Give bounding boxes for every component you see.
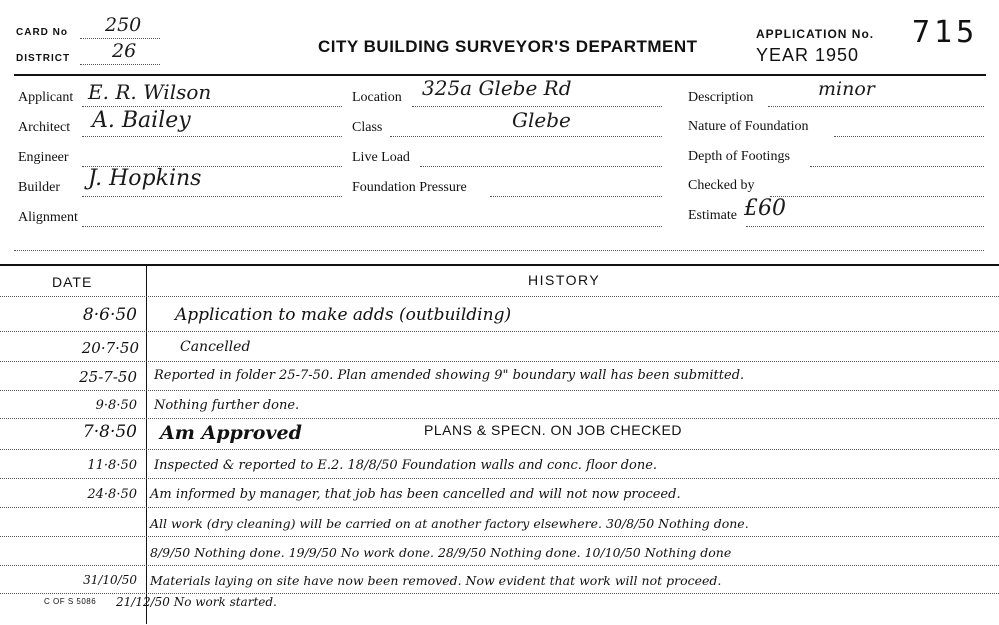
depth-footings-line xyxy=(810,166,984,167)
live-load-line xyxy=(420,166,662,167)
checked-by-line xyxy=(770,196,984,197)
date-header: DATE xyxy=(52,274,93,290)
row-line xyxy=(0,390,999,391)
row-line xyxy=(0,507,999,508)
history-text: Am Approved xyxy=(160,422,302,444)
location-label: Location xyxy=(352,90,402,105)
district-label: DISTRICT xyxy=(16,53,71,64)
history-row xyxy=(0,422,999,452)
history-row xyxy=(0,458,999,488)
description-line xyxy=(768,106,984,107)
history-row xyxy=(0,545,999,575)
row-line xyxy=(0,418,999,419)
history-top-rule xyxy=(0,264,999,266)
row-line xyxy=(0,331,999,332)
fields-bottom-line xyxy=(14,250,984,251)
plans-checked-stamp: PLANS & SPECN. ON JOB CHECKED xyxy=(424,422,683,438)
card-no-value: 250 xyxy=(105,14,142,36)
history-date: 24·8·50 xyxy=(87,487,137,502)
checked-by-label: Checked by xyxy=(688,178,755,193)
history-text: Inspected & reported to E.2. 18/8/50 Foundation walls and conc. floor done. xyxy=(154,458,658,473)
foundation-pressure-line xyxy=(490,196,662,197)
engineer-label: Engineer xyxy=(18,150,69,165)
row-line xyxy=(0,449,999,450)
applicant-line xyxy=(82,106,342,107)
estimate-value: £60 xyxy=(744,196,786,221)
nature-foundation-line xyxy=(834,136,984,137)
applicant-value: E. R. Wilson xyxy=(88,80,212,104)
row-line xyxy=(0,565,999,566)
history-date: 31/10/50 xyxy=(83,573,137,587)
district-line xyxy=(80,64,160,65)
architect-line xyxy=(82,136,342,137)
estimate-line xyxy=(746,226,984,227)
history-row xyxy=(0,368,999,398)
application-no-value: 715 xyxy=(912,15,979,50)
history-text: Cancelled xyxy=(180,339,251,355)
application-no-label: APPLICATION No. xyxy=(756,27,875,41)
history-text: 8/9/50 Nothing done. 19/9/50 No work done. 28/9/50 Nothing done. 10/10/50 Nothing done xyxy=(150,545,732,560)
history-row xyxy=(0,339,999,369)
class-value: Glebe xyxy=(512,108,571,132)
row-line xyxy=(0,536,999,537)
history-date: 20·7·50 xyxy=(81,339,139,357)
builder-value: J. Hopkins xyxy=(88,166,202,191)
row-line xyxy=(0,478,999,479)
class-label: Class xyxy=(352,120,383,135)
builder-line xyxy=(82,196,342,197)
description-label: Description xyxy=(688,90,754,105)
history-text: All work (dry cleaning) will be carried on at another factory elsewhere. 30/8/50 Nothing done. xyxy=(150,516,749,531)
location-value: 325a Glebe Rd xyxy=(422,76,572,100)
history-date: 25-7-50 xyxy=(79,368,137,386)
history-date: 7·8·50 xyxy=(82,422,137,442)
history-header: HISTORY xyxy=(528,272,601,288)
form-code: C OF S 5086 xyxy=(44,597,97,606)
department-title: CITY BUILDING SURVEYOR'S DEPARTMENT xyxy=(318,37,698,56)
description-value: minor xyxy=(818,78,875,100)
history-header-line xyxy=(0,296,999,297)
location-line xyxy=(412,106,662,107)
alignment-line xyxy=(82,226,662,227)
history-row xyxy=(0,516,999,546)
history-date: 11·8·50 xyxy=(87,458,137,473)
architect-label: Architect xyxy=(18,120,71,135)
history-text: Nothing further done. xyxy=(154,398,300,413)
history-text: Materials laying on site have now been removed. Now evident that work will not proceed. xyxy=(150,573,722,588)
district-value: 26 xyxy=(112,40,137,62)
row-line xyxy=(0,593,999,594)
class-line xyxy=(390,136,662,137)
alignment-label: Alignment xyxy=(18,210,78,225)
history-date: 9·8·50 xyxy=(95,398,137,413)
foundation-pressure-label: Foundation Pressure xyxy=(352,180,467,195)
history-date: 8·6·50 xyxy=(82,305,137,325)
nature-foundation-label: Nature of Foundation xyxy=(688,119,809,134)
builder-label: Builder xyxy=(18,180,60,195)
history-row xyxy=(0,487,999,517)
row-line xyxy=(0,361,999,362)
card-no-label: CARD No xyxy=(16,27,68,38)
history-text: 21/12/50 No work started. xyxy=(116,595,277,609)
history-text: Reported in folder 25-7-50. Plan amended showing 9" boundary wall has been submitted. xyxy=(154,368,745,383)
depth-footings-label: Depth of Footings xyxy=(688,149,790,164)
year-label: YEAR 1950 xyxy=(756,45,860,65)
live-load-label: Live Load xyxy=(352,150,410,165)
history-text: Am informed by manager, that job has been cancelled and will not now proceed. xyxy=(150,487,681,502)
card-no-line xyxy=(80,38,160,39)
estimate-label: Estimate xyxy=(688,208,737,223)
architect-value: A. Bailey xyxy=(92,108,191,133)
history-text: Application to make adds (outbuilding) xyxy=(175,305,512,325)
applicant-label: Applicant xyxy=(18,90,74,105)
history-row xyxy=(0,595,999,625)
